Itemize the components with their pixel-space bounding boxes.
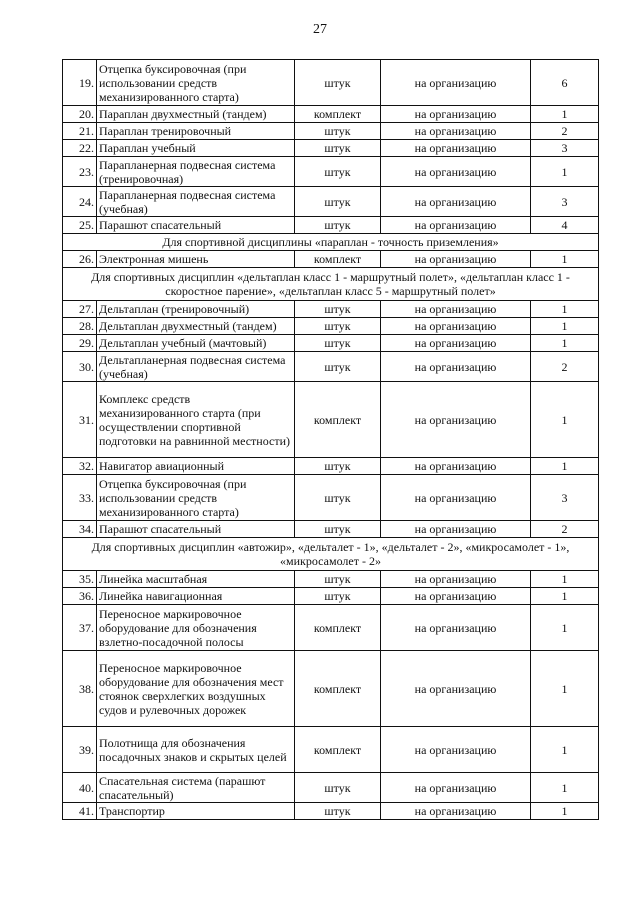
quantity: 1 [531, 651, 599, 727]
table-row [63, 588, 599, 605]
item-name: Дельтаплан двухместный (тандем) [97, 318, 295, 335]
row-number: 29. [63, 335, 97, 352]
table-row [63, 217, 599, 234]
row-number: 40. [63, 773, 97, 803]
unit-of-measure: штук [295, 803, 381, 820]
item-name: Комплекс средств механизированного старта (при осуществлении спортивной подготовки на равнинной местности) [97, 382, 295, 458]
row-number: 38. [63, 651, 97, 727]
row-number: 33. [63, 475, 97, 521]
item-name: Переносное маркировочное оборудование для обозначения мест стоянок сверхлегких воздушных судов и рулевочных дорожек [97, 651, 295, 727]
table-row [63, 605, 599, 651]
item-name: Навигатор авиационный [97, 458, 295, 475]
table-row [63, 335, 599, 352]
quantity: 1 [531, 727, 599, 773]
item-name: Переносное маркировочное оборудование для обозначения взлетно-посадочной полосы [97, 605, 295, 651]
table-row [63, 140, 599, 157]
calculation-basis: на организацию [381, 605, 531, 651]
item-name: Параплан учебный [97, 140, 295, 157]
row-number: 28. [63, 318, 97, 335]
quantity: 1 [531, 318, 599, 335]
table-row [63, 521, 599, 538]
unit-of-measure: штук [295, 157, 381, 187]
row-number: 19. [63, 60, 97, 106]
equipment-table-body [63, 60, 599, 820]
unit-of-measure: штук [295, 187, 381, 217]
calculation-basis: на организацию [381, 187, 531, 217]
unit-of-measure: штук [295, 475, 381, 521]
unit-of-measure: штук [295, 60, 381, 106]
row-number: 32. [63, 458, 97, 475]
table-row [63, 773, 599, 803]
quantity: 1 [531, 605, 599, 651]
row-number: 26. [63, 251, 97, 268]
item-name: Отцепка буксировочная (при использовании средств механизированного старта) [97, 475, 295, 521]
item-name: Парапланерная подвесная система (тренировочная) [97, 157, 295, 187]
item-name: Дельтаплан учебный (мачтовый) [97, 335, 295, 352]
row-number: 22. [63, 140, 97, 157]
section-header: Для спортивных дисциплин «дельтаплан класс 1 - маршрутный полет», «дельтаплан класс 1 - скоростное парение», «дельтаплан класс 5 - маршрутный полет» [63, 268, 599, 301]
quantity: 1 [531, 803, 599, 820]
item-name: Парашют спасательный [97, 217, 295, 234]
quantity: 1 [531, 106, 599, 123]
unit-of-measure: штук [295, 140, 381, 157]
table-row [63, 123, 599, 140]
unit-of-measure: штук [295, 352, 381, 382]
calculation-basis: на организацию [381, 773, 531, 803]
unit-of-measure: штук [295, 301, 381, 318]
item-name: Парапланерная подвесная система (учебная) [97, 187, 295, 217]
table-row [63, 187, 599, 217]
row-number: 34. [63, 521, 97, 538]
row-number: 27. [63, 301, 97, 318]
calculation-basis: на организацию [381, 571, 531, 588]
section-header: Для спортивной дисциплины «параплан - точность приземления» [63, 234, 599, 251]
quantity: 3 [531, 475, 599, 521]
table-row [63, 251, 599, 268]
quantity: 4 [531, 217, 599, 234]
calculation-basis: на организацию [381, 352, 531, 382]
unit-of-measure: штук [295, 571, 381, 588]
table-row [63, 301, 599, 318]
quantity: 1 [531, 382, 599, 458]
item-name: Параплан тренировочный [97, 123, 295, 140]
row-number: 20. [63, 106, 97, 123]
calculation-basis: на организацию [381, 157, 531, 187]
row-number: 25. [63, 217, 97, 234]
table-row [63, 727, 599, 773]
item-name: Спасательная система (парашют спасательный) [97, 773, 295, 803]
unit-of-measure: штук [295, 335, 381, 352]
calculation-basis: на организацию [381, 106, 531, 123]
calculation-basis: на организацию [381, 60, 531, 106]
unit-of-measure: штук [295, 458, 381, 475]
row-number: 30. [63, 352, 97, 382]
item-name: Линейка навигационная [97, 588, 295, 605]
calculation-basis: на организацию [381, 335, 531, 352]
row-number: 21. [63, 123, 97, 140]
calculation-basis: на организацию [381, 217, 531, 234]
section-header-row [63, 234, 599, 251]
item-name: Дельтаплан (тренировочный) [97, 301, 295, 318]
table-row [63, 60, 599, 106]
unit-of-measure: комплект [295, 651, 381, 727]
item-name: Отцепка буксировочная (при использовании средств механизированного старта) [97, 60, 295, 106]
table-row [63, 571, 599, 588]
quantity: 2 [531, 123, 599, 140]
quantity: 1 [531, 301, 599, 318]
quantity: 1 [531, 571, 599, 588]
row-number: 35. [63, 571, 97, 588]
calculation-basis: на организацию [381, 588, 531, 605]
unit-of-measure: штук [295, 588, 381, 605]
quantity: 3 [531, 140, 599, 157]
calculation-basis: на организацию [381, 651, 531, 727]
calculation-basis: на организацию [381, 727, 531, 773]
item-name: Параплан двухместный (тандем) [97, 106, 295, 123]
quantity: 2 [531, 521, 599, 538]
table-row [63, 352, 599, 382]
calculation-basis: на организацию [381, 318, 531, 335]
equipment-table [62, 59, 599, 820]
row-number: 37. [63, 605, 97, 651]
table-row [63, 106, 599, 123]
calculation-basis: на организацию [381, 521, 531, 538]
quantity: 3 [531, 187, 599, 217]
unit-of-measure: комплект [295, 727, 381, 773]
quantity: 6 [531, 60, 599, 106]
unit-of-measure: штук [295, 521, 381, 538]
quantity: 1 [531, 335, 599, 352]
table-row [63, 382, 599, 458]
row-number: 31. [63, 382, 97, 458]
unit-of-measure: штук [295, 773, 381, 803]
calculation-basis: на организацию [381, 301, 531, 318]
quantity: 1 [531, 588, 599, 605]
item-name: Парашют спасательный [97, 521, 295, 538]
item-name: Транспортир [97, 803, 295, 820]
calculation-basis: на организацию [381, 475, 531, 521]
row-number: 23. [63, 157, 97, 187]
section-header: Для спортивных дисциплин «автожир», «дельталет - 1», «дельталет - 2», «микросамолет - 1», «микросамолет - 2» [63, 538, 599, 571]
calculation-basis: на организацию [381, 803, 531, 820]
quantity: 1 [531, 458, 599, 475]
table-row [63, 651, 599, 727]
quantity: 1 [531, 251, 599, 268]
row-number: 39. [63, 727, 97, 773]
item-name: Полотнища для обозначения посадочных знаков и скрытых целей [97, 727, 295, 773]
item-name: Электронная мишень [97, 251, 295, 268]
unit-of-measure: комплект [295, 106, 381, 123]
section-header-row [63, 268, 599, 301]
table-row [63, 157, 599, 187]
section-header-row [63, 538, 599, 571]
table-row [63, 803, 599, 820]
calculation-basis: на организацию [381, 251, 531, 268]
unit-of-measure: штук [295, 123, 381, 140]
unit-of-measure: комплект [295, 382, 381, 458]
page-number: 27 [313, 22, 327, 37]
unit-of-measure: штук [295, 318, 381, 335]
table-row [63, 458, 599, 475]
calculation-basis: на организацию [381, 382, 531, 458]
quantity: 1 [531, 157, 599, 187]
calculation-basis: на организацию [381, 140, 531, 157]
item-name: Дельтапланерная подвесная система (учебная) [97, 352, 295, 382]
unit-of-measure: комплект [295, 605, 381, 651]
unit-of-measure: штук [295, 217, 381, 234]
row-number: 36. [63, 588, 97, 605]
item-name: Линейка масштабная [97, 571, 295, 588]
table-row [63, 475, 599, 521]
calculation-basis: на организацию [381, 458, 531, 475]
quantity: 1 [531, 773, 599, 803]
unit-of-measure: комплект [295, 251, 381, 268]
quantity: 2 [531, 352, 599, 382]
table-row [63, 318, 599, 335]
row-number: 41. [63, 803, 97, 820]
calculation-basis: на организацию [381, 123, 531, 140]
row-number: 24. [63, 187, 97, 217]
